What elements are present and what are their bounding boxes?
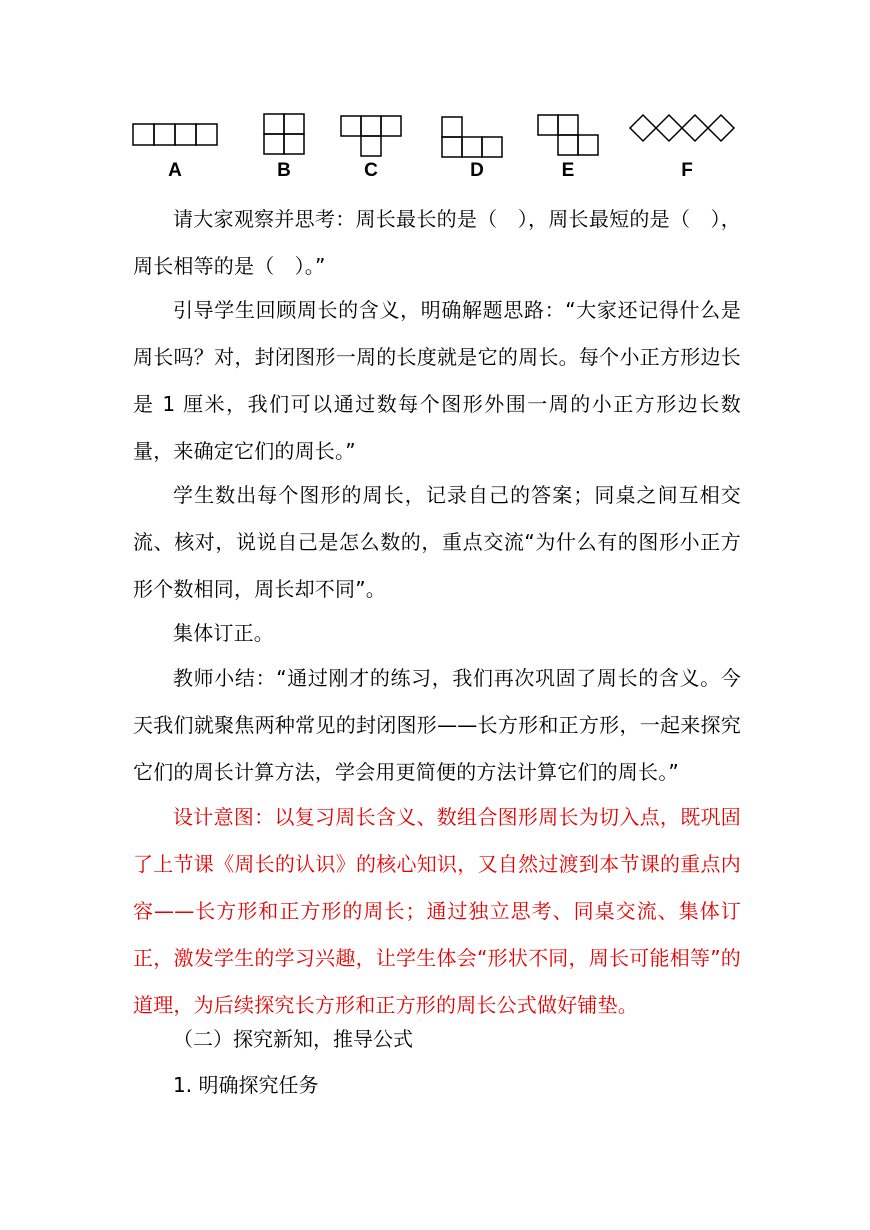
- guidance-paragraph: 引导学生回顾周长的含义，明确解题思路：“大家还记得什么是周长吗？对，封闭图形一周的长度就是它的周长。每个小正方形边长是 1 厘米，我们可以通过数每个图形外围一周的小正方形边长数量，来确定它们的周长。”: [133, 298, 741, 463]
- student-activity-paragraph: 学生数出每个图形的周长，记录自己的答案；同桌之间互相交流、核对，说说自己是怎么数的，重点交流“为什么有的图形小正方形个数相同，周长却不同”。: [133, 483, 741, 601]
- figure-label-c: C: [364, 160, 378, 181]
- figure-label-b: B: [277, 160, 291, 181]
- question-paragraph: 请大家观察并思考：周长最长的是（ ），周长最短的是（ ），周长相等的是（ ）。”: [133, 207, 741, 278]
- step-heading: 1. 明确探究任务: [173, 1073, 319, 1097]
- figure-a-shape: [133, 124, 217, 145]
- figure-label-d: D: [470, 160, 484, 181]
- figure-b-shape: [264, 114, 304, 154]
- section-heading: （二）探究新知，推导公式: [173, 1027, 413, 1051]
- shape-figures-drawing: [0, 0, 870, 200]
- teacher-summary-paragraph: 教师小结：“通过刚才的练习，我们再次巩固了周长的含义。今天我们就聚焦两种常见的封闭图形——长方形和正方形，一起来探究它们的周长计算方法，学会用更简便的方法计算它们的周长。”: [133, 666, 741, 784]
- figure-f-shape: [630, 115, 734, 141]
- correction-paragraph: 集体订正。: [173, 621, 274, 645]
- figure-label-f: F: [681, 160, 693, 181]
- shape-figures: [0, 0, 870, 200]
- figure-label-e: E: [561, 160, 575, 181]
- figure-e-shape: [538, 115, 598, 155]
- design-intent-paragraph: 设计意图：以复习周长含义、数组合图形周长为切入点，既巩固了上节课《周长的认识》的核心知识，又自然过渡到本节课的重点内容——长方形和正方形的周长；通过独立思考、同桌交流、集体订正，激发学生的学习兴趣，让学生体会“形状不同，周长可能相等”的道理，为后续探究长方形和正方形的周长公式做好铺垫。: [133, 805, 741, 1017]
- figure-label-a: A: [168, 160, 182, 181]
- figure-d-shape: [442, 117, 502, 157]
- figure-c-shape: [341, 116, 401, 156]
